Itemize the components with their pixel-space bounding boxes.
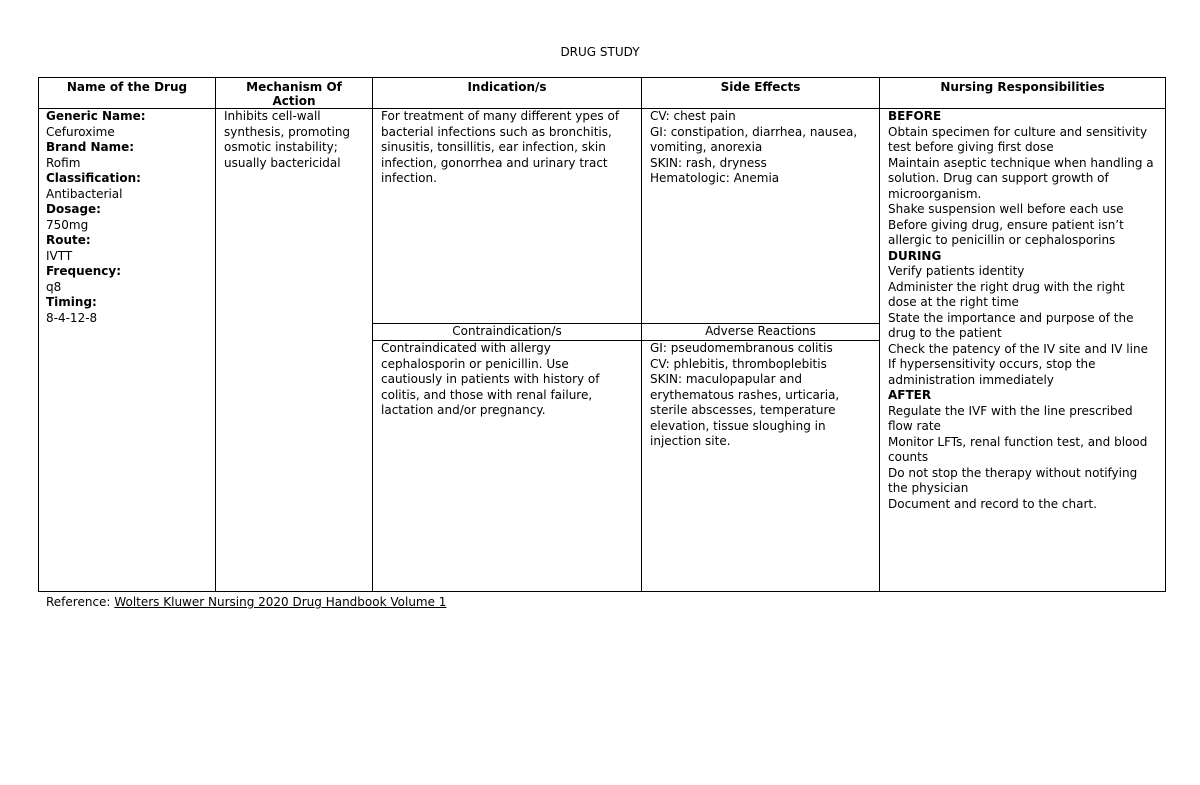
route-label: Route: <box>46 233 91 247</box>
side-effect-item: GI: constipation, diarrhea, nausea, vomiting, anorexia <box>650 124 858 154</box>
nursing-item: Maintain aseptic technique when handling a solution. Drug can support growth of microorganism. <box>888 155 1154 201</box>
brand-name-label: Brand Name: <box>46 140 135 154</box>
classification-label: Classification: <box>46 171 141 185</box>
header-drug-name: Name of the Drug <box>39 78 216 109</box>
indication-cell: For treatment of many different ypes of bacterial infections such as bronchitis, sinusitis, tonsillitis, ear infection, skin infection, gonorrhea and urinary tract infection. <box>373 109 642 324</box>
frequency-value: q8 <box>46 279 62 294</box>
generic-name-label: Generic Name: <box>46 109 146 123</box>
reference-source-link[interactable]: Wolters Kluwer Nursing 2020 Drug Handbook Volume 1 <box>114 595 447 609</box>
nursing-item: Regulate the IVF with the line prescribed flow rate <box>888 403 1133 433</box>
drug-study-table <box>38 77 1166 592</box>
timing-value: 8-4-12-8 <box>46 310 98 325</box>
brand-name-value: Rofim <box>46 155 81 170</box>
route-value: IVTT <box>46 248 73 263</box>
header-contraindication: Contraindication/s <box>373 324 642 341</box>
nursing-after-label: AFTER <box>888 388 932 402</box>
header-nursing: Nursing Responsibilities <box>880 78 1166 109</box>
nursing-item: Document and record to the chart. <box>888 496 1097 511</box>
reference-label: Reference: <box>46 595 111 609</box>
nursing-item: Shake suspension well before each use <box>888 202 1124 216</box>
nursing-item: Check the patency of the IV site and IV line <box>888 341 1148 356</box>
nursing-item: Do not stop the therapy without notifying the physician <box>888 465 1138 495</box>
header-mechanism: Mechanism Of Action <box>216 78 373 109</box>
header-side-effects: Side Effects <box>642 78 880 109</box>
drug-info-cell <box>39 109 216 592</box>
contraindication-cell: Contraindicated with allergy cephalosporin or penicillin. Use cautiously in patients with history of colitis, and those with renal failure, lactation and/or pregnancy. <box>373 341 642 592</box>
mechanism-cell: Inhibits cell-wall synthesis, promoting osmotic instability; usually bactericidal <box>216 109 373 592</box>
side-effect-item: SKIN: rash, dryness <box>650 155 767 170</box>
timing-label: Timing: <box>46 295 97 309</box>
side-effect-item: CV: chest pain <box>650 109 736 123</box>
nursing-before-label: BEFORE <box>888 109 942 123</box>
adverse-reactions-cell <box>642 341 880 592</box>
dosage-label: Dosage: <box>46 202 101 216</box>
nursing-item: State the importance and purpose of the drug to the patient <box>888 310 1134 340</box>
classification-value: Antibacterial <box>46 186 123 201</box>
nursing-item: If hypersensitivity occurs, stop the administration immediately <box>888 357 1096 387</box>
header-adverse-reactions: Adverse Reactions <box>642 324 880 341</box>
nursing-item: Verify patients identity <box>888 264 1025 278</box>
nursing-item: Monitor LFTs, renal function test, and blood counts <box>888 434 1148 464</box>
adverse-item: CV: phlebitis, thromboplebitis <box>650 356 827 371</box>
side-effects-cell <box>642 109 880 324</box>
main-row <box>39 109 1166 324</box>
nursing-item: Before giving drug, ensure patient isn’t allergic to penicillin or cephalosporins <box>888 217 1124 247</box>
page-title: DRUG STUDY <box>560 45 640 59</box>
nursing-cell <box>880 109 1166 592</box>
nursing-item: Obtain specimen for culture and sensitivity test before giving first dose <box>888 124 1148 154</box>
dosage-value: 750mg <box>46 217 89 232</box>
nursing-during-label: DURING <box>888 248 942 263</box>
reference-line <box>46 595 446 609</box>
header-row <box>39 78 1166 109</box>
side-effect-item: Hematologic: Anemia <box>650 171 780 185</box>
generic-name-value: Cefuroxime <box>46 124 115 139</box>
adverse-item: GI: pseudomembranous colitis <box>650 341 833 355</box>
header-indication: Indication/s <box>373 78 642 109</box>
nursing-item: Administer the right drug with the right dose at the right time <box>888 279 1125 309</box>
adverse-item: SKIN: maculopapular and erythematous rashes, urticaria, sterile abscesses, temperature elevation, tissue sloughing in injection site. <box>650 372 840 448</box>
frequency-label: Frequency: <box>46 264 122 278</box>
